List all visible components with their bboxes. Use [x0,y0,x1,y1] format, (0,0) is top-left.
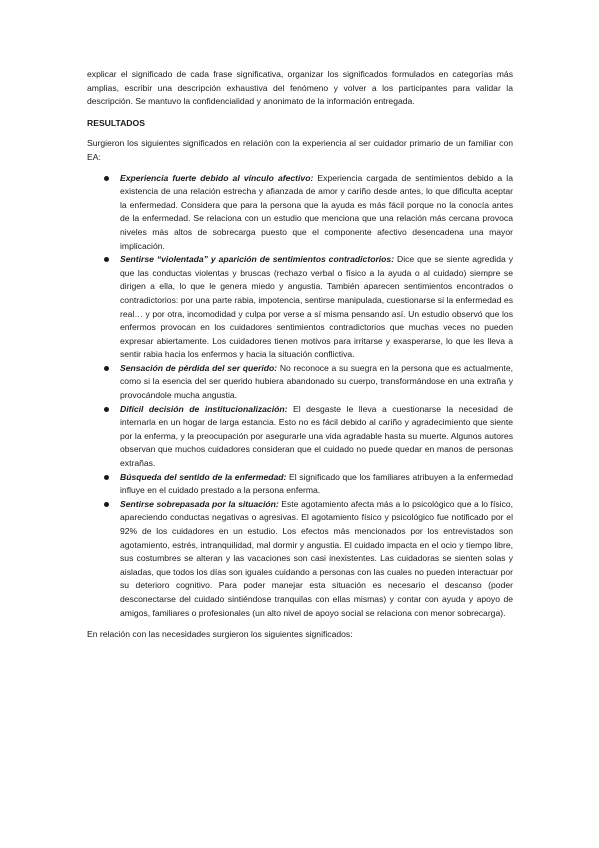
bullet-icon [104,502,109,507]
finding-text: Dice que se siente agredida y que las conductas violentas y bruscas (rechazo verbal o físico a la ayuda o al cuidado) siempre se dirigen a ella, lo que le genera miedo y angustia. También aparecen sentimientos encontrados o contradictorios: por una parte rabia, impotencia, sentirse manipulada, cuestionarse si la enfermedad es real… y por otra, incomodidad y culpa por verse a sí misma pensando así. Un estudio observó que los enfermos provocan en los cuidadores sentimientos contradictorios que muchas veces no pueden expresar abiertamente. Los cuidadores tienen motivos para irritarse y exasperarse, lo que les lleva a sentir rabia hacia los enfermos y hacia la situación conflictiva. [120,254,513,360]
finding-item [87,362,513,403]
bullet-icon [104,176,109,181]
finding-item [87,253,513,362]
finding-text: Este agotamiento afecta más a lo psicológico que a lo físico, apareciendo conductas negativas o agresivas. El agotamiento físico y psicológico fue notificado por el 92% de los cuidadores en un estudio. Los efectos más mencionados por los entrevistados son agotamiento, estrés, intranquilidad, mal dormir y angustia. El cuidado impacta en el ocio y tiempo libre, sus costumbres se alteran y las vacaciones son casi inexistentes. Las cuidadoras se sienten solas y aisladas, que todos los días son iguales cuidando a personas con las cuales no pueden interactuar por su deterioro cognitivo. Para poder manejar esta situación es necesario el descanso (poder desconectarse del cuidado sintiéndose tranquilas con ellas mismas) y contar con ayuda y apoyo de amigos, familiares o profesionales (un alto nivel de apoyo social se relaciona con menor sobrecarga). [120,498,514,618]
intro-paragraph: explicar el significado de cada frase significativa, organizar los significados formulados en categorías más amplias, escribir una descripción exhaustiva del fenómeno y volver a los participantes para validar la descripción. Se mantuvo la confidencialidad y anonimato de la información entregada. [87,69,513,107]
finding-item [87,403,513,471]
finding-term: Difícil decisión de institucionalización: [120,403,288,414]
finding-term: Búsqueda del sentido de la enfermedad: [120,471,287,482]
finding-text: El significado que los familiares atribuyen a la enfermedad influye en el cuidado prestado a la persona enferma. [120,471,513,496]
finding-term: Experiencia fuerte debido al vínculo afectivo: [120,172,314,183]
bullet-icon [104,257,109,262]
finding-item [87,498,513,620]
finding-item [87,471,513,498]
lead-paragraph: Surgieron los siguientes significados en relación con la experiencia al ser cuidador primario de un familiar con EA: [87,138,513,162]
finding-text: No reconoce a su suegra en la persona que es actualmente, como si la esencia del ser querido hubiera abandonado su cuerpo, transformándose en una extraña y provocándole mucha angustia. [120,362,513,401]
finding-item [87,172,513,254]
finding-text: El desgaste le lleva a cuestionarse la necesidad de internarla en un hogar de larga estancia. Esto no es fácil debido al cariño y agradecimiento que siente por la enferma, y la preocupación por asegurarle una vida agradable hasta su muerte. Algunos autores observan que muchos cuidadores consideran que el cuidado no puede quedar en manos de personas extrañas. [120,403,513,469]
closing-paragraph: En relación con las necesidades surgieron los siguientes significados: [87,629,353,640]
finding-term: Sentirse sobrepasada por la situación: [120,498,279,509]
bullet-icon [104,366,109,371]
bullet-icon [104,407,109,412]
finding-text: Experiencia cargada de sentimientos debido a la existencia de una relación estrecha y afianzada de amor y cariño desde antes, lo que dificulta aceptar la enfermedad. Considera que para la persona que la ayuda es más fácil porque no la conocía antes de la enfermedad. Se relaciona con un estudio que menciona que una relación más cercana provoca niveles más altos de sobrecarga puesto que el componente afectivo desencadena una mayor implicación. [120,172,513,251]
finding-term: Sentirse “violentada” y aparición de sentimientos contradictorios: [120,254,395,265]
finding-term: Sensación de pérdida del ser querido: [120,362,278,373]
page-content [87,68,513,642]
section-heading: RESULTADOS [87,117,145,128]
bullet-icon [104,475,109,480]
findings-list [87,172,513,621]
